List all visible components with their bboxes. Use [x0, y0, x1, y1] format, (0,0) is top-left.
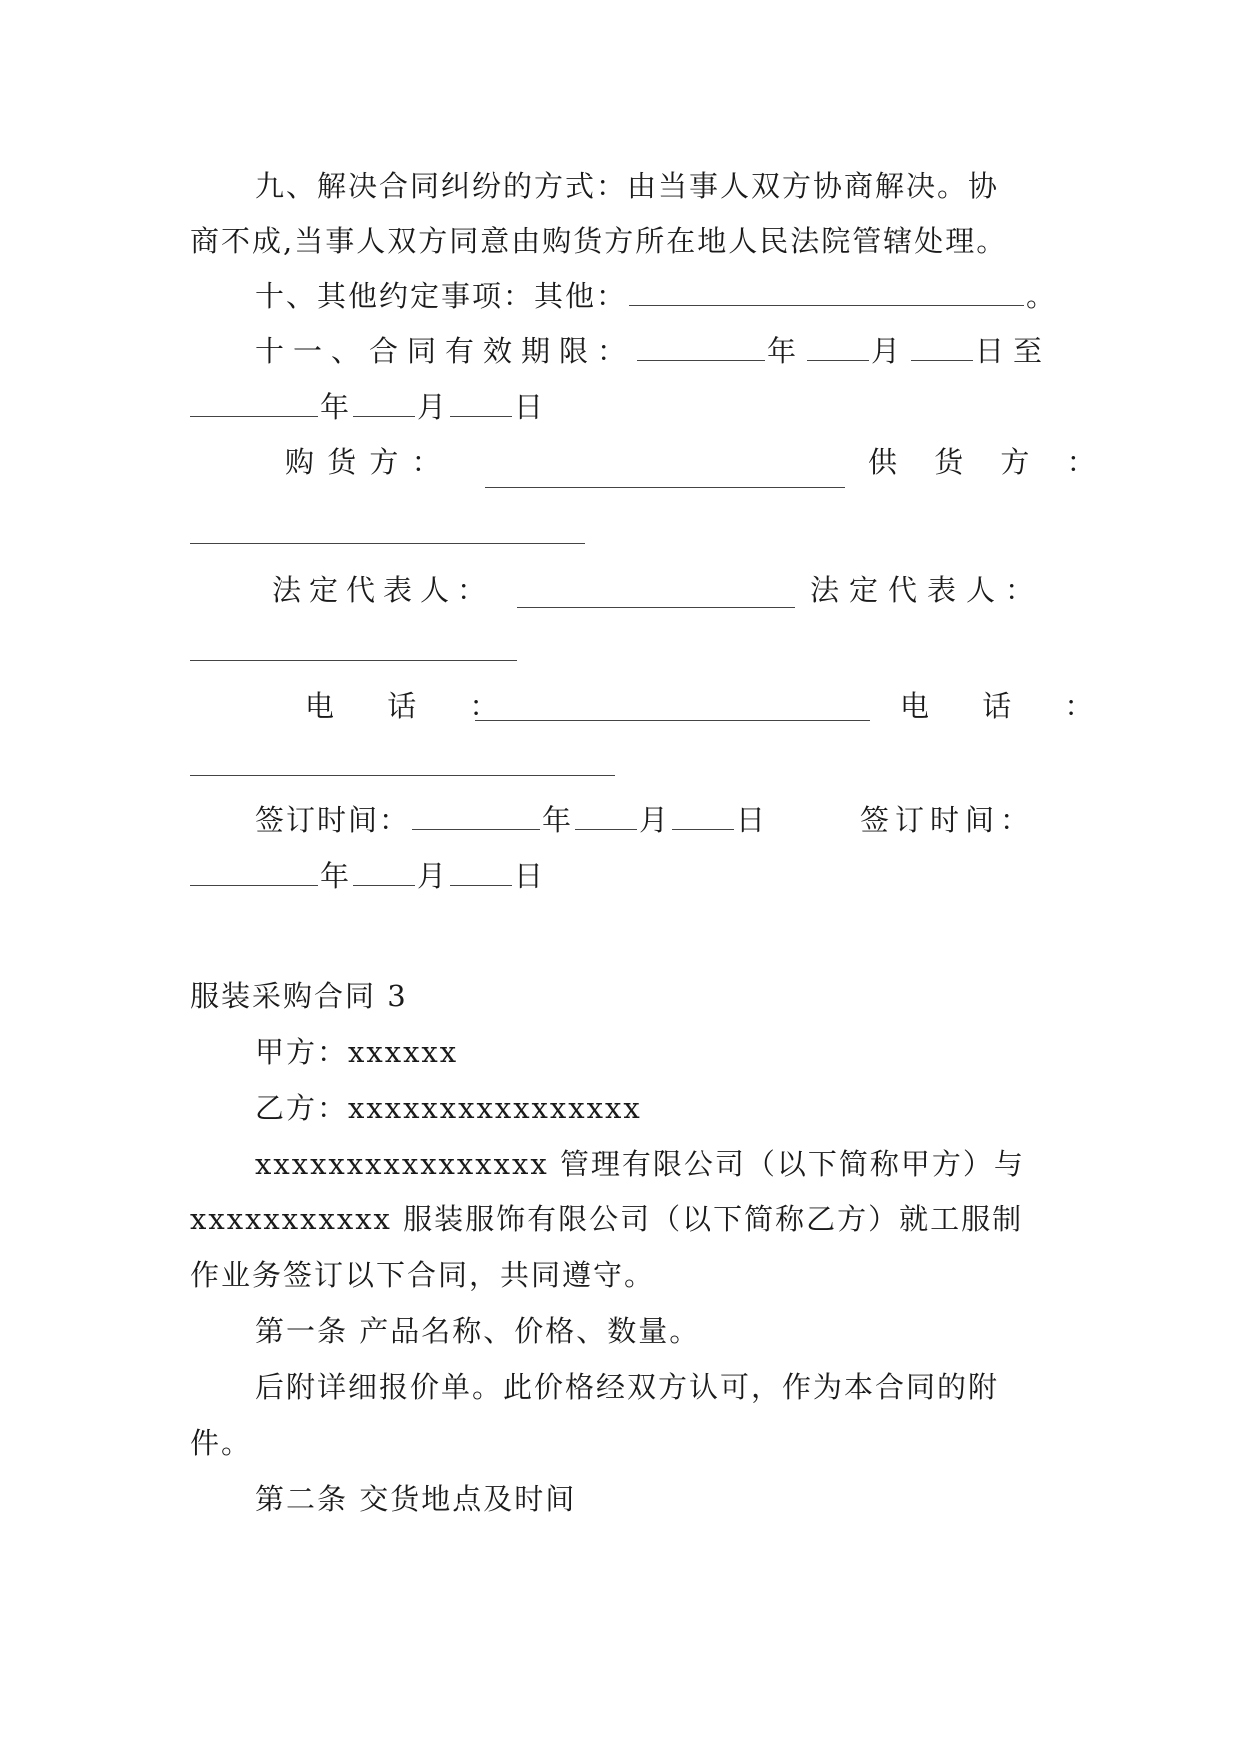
end-month-blank	[353, 392, 415, 417]
supplier-sign-day-blank	[450, 861, 512, 886]
buyer-phone-blank	[475, 720, 870, 721]
start-year-blank	[637, 336, 765, 361]
end-year-unit: 年	[320, 390, 352, 424]
intro-line3: 作业务签订以下合同，共同遵守。	[190, 1258, 656, 1292]
party-b: 乙方：xxxxxxxxxxxxxxxx	[255, 1091, 642, 1125]
supplier-legal-rep-label: 法定代表人：	[810, 573, 1045, 607]
clause9-line1: 九、解决合同纠纷的方式：由当事人双方协商解决。协	[255, 169, 1000, 203]
clause11-line2	[190, 387, 1050, 427]
buyer-phone-label: 电 话 ：	[305, 689, 521, 723]
intro-line1: xxxxxxxxxxxxxxxx 管理有限公司（以下简称甲方）与	[255, 1147, 1025, 1181]
buyer-sign-day-blank	[672, 805, 734, 830]
buyer-sign-month-blank	[575, 805, 637, 830]
clause10	[255, 276, 1115, 316]
buyer-sign-year-blank	[412, 805, 540, 830]
end-month-unit: 月	[417, 390, 449, 424]
supplier-sign-year-blank	[190, 861, 318, 886]
end-year-blank	[190, 392, 318, 417]
clause10-text: 十、其他约定事项：其他：	[255, 279, 628, 313]
clause10-blank	[629, 281, 1024, 306]
intro-line2: xxxxxxxxxxx 服装服饰有限公司（以下简称乙方）就工服制	[190, 1202, 1024, 1236]
clause10-end: 。	[1026, 279, 1058, 313]
supplier-label: 供 货 方 ：	[868, 445, 1110, 479]
buyer-sign-month-unit: 月	[639, 803, 671, 837]
article1-heading: 第一条 产品名称、价格、数量。	[255, 1314, 701, 1348]
buyer-sign-day-unit: 日	[736, 803, 768, 837]
buyer-legal-rep-blank	[517, 607, 795, 608]
party-a: 甲方：xxxxxx	[255, 1035, 459, 1069]
buyer-sign-year-unit: 年	[542, 803, 574, 837]
supplier-blank	[190, 543, 585, 544]
clause9-line2: 商不成,当事人双方同意由购货方所在地人民法院管辖处理。	[190, 224, 1008, 258]
start-month-blank	[807, 336, 869, 361]
start-day-unit: 日至	[975, 334, 1052, 368]
end-day-unit: 日	[514, 390, 546, 424]
start-month-unit: 月	[871, 334, 910, 368]
end-day-blank	[450, 392, 512, 417]
supplier-sign-time-date	[190, 856, 1050, 896]
buyer-sign-time-label: 签订时间：	[255, 803, 411, 837]
article1-body-line2: 件。	[190, 1426, 253, 1460]
article2-heading: 第二条 交货地点及时间	[255, 1482, 577, 1516]
buyer-legal-rep-label: 法定代表人：	[272, 573, 495, 607]
supplier-legal-rep-blank	[190, 660, 517, 661]
article1-body-line1: 后附详细报价单。此价格经双方认可，作为本合同的附	[255, 1370, 1000, 1404]
buyer-blank	[485, 487, 845, 488]
start-day-blank	[911, 336, 973, 361]
supplier-sign-month-unit: 月	[417, 859, 449, 893]
start-year-unit: 年	[767, 334, 806, 368]
supplier-phone-label: 电 话 ：	[900, 689, 1116, 723]
supplier-sign-year-unit: 年	[320, 859, 352, 893]
supplier-sign-time-label: 签订时间：	[860, 803, 1036, 837]
section3-title: 服装采购合同 3	[190, 979, 408, 1013]
supplier-phone-blank	[190, 775, 615, 776]
supplier-sign-month-blank	[353, 861, 415, 886]
clause11-line1	[255, 331, 1115, 371]
clause11-label: 十一、合同有效期限：	[255, 334, 636, 368]
buyer-label: 购 货 方 ：	[285, 445, 443, 479]
supplier-sign-day-unit: 日	[514, 859, 546, 893]
